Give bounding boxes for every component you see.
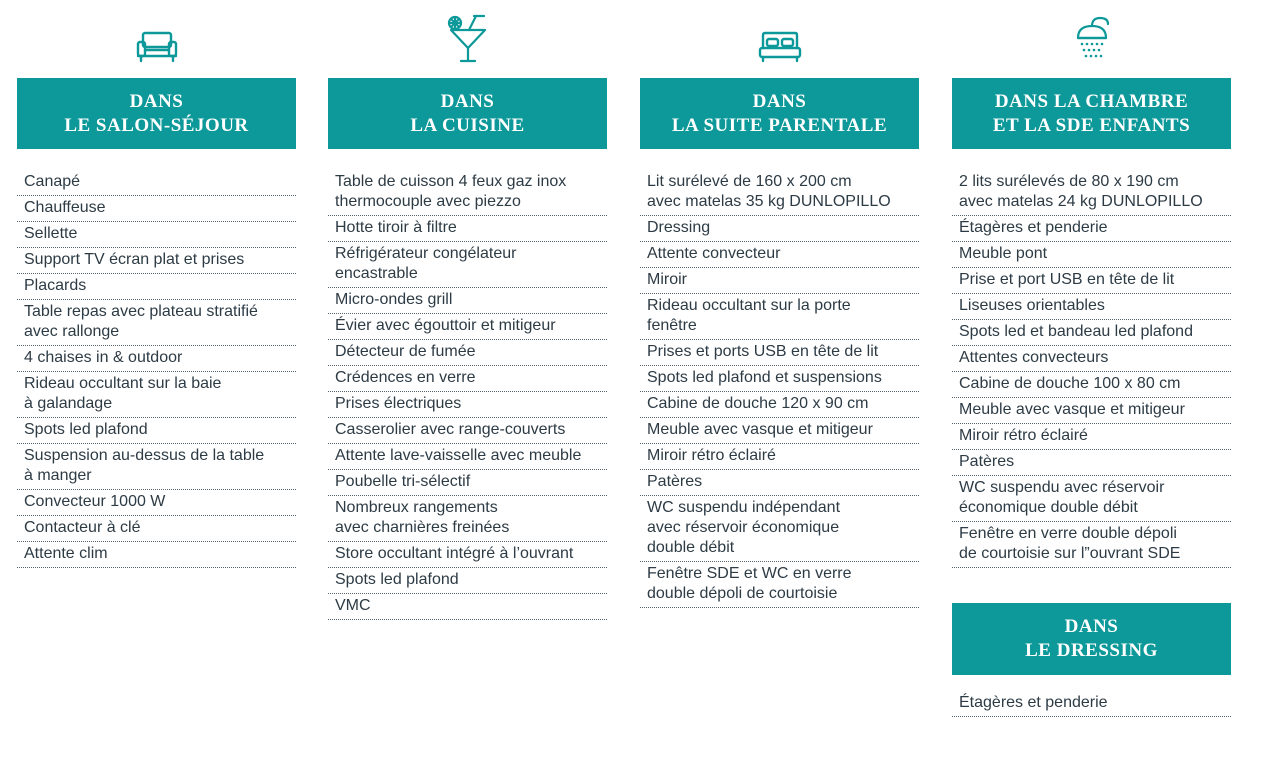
section-header [952, 78, 1231, 149]
list-item: Miroir [640, 268, 919, 294]
section-chambre-enfants [952, 0, 1231, 717]
list-item: Spots led plafond et suspensions [640, 366, 919, 392]
list-item: WC suspendu indépendant avec réservoir économique double débit [640, 496, 919, 562]
section-title-line2: ET LA SDE ENFANTS [992, 114, 1191, 136]
section-cuisine [328, 0, 607, 620]
list-item: Meuble pont [952, 242, 1231, 268]
section-title-line2: LA CUISINE [410, 114, 525, 136]
list-item: Attentes convecteurs [952, 346, 1231, 372]
list-item: Attente lave-vaisselle avec meuble [328, 444, 607, 470]
list-item: Store occultant intégré à l’ouvrant [328, 542, 607, 568]
list-item: Étagères et penderie [952, 691, 1231, 717]
item-list [952, 170, 1231, 568]
section-title-line1: DANS [129, 90, 184, 112]
list-item: Placards [17, 274, 296, 300]
item-list [952, 691, 1231, 717]
list-item: Cabine de douche 100 x 80 cm [952, 372, 1231, 398]
list-item: Spots led plafond [17, 418, 296, 444]
list-item: Attente clim [17, 542, 296, 568]
section-header [640, 78, 919, 149]
list-item: Cabine de douche 120 x 90 cm [640, 392, 919, 418]
list-item: 2 lits surélevés de 80 x 190 cm avec matelas 24 kg DUNLOPILLO [952, 170, 1231, 216]
bed-icon [758, 30, 802, 64]
list-item: Fenêtre en verre double dépoli de courtoisie sur l”ouvrant SDE [952, 522, 1231, 568]
section-suite-parentale [640, 0, 919, 608]
list-item: Miroir rétro éclairé [640, 444, 919, 470]
list-item: Attente convecteur [640, 242, 919, 268]
armchair-icon [136, 30, 178, 64]
section-title-line2: LA SUITE PARENTALE [671, 114, 888, 136]
section-title-line1: DANS [440, 90, 495, 112]
cocktail-icon-wrap [328, 0, 607, 78]
list-item: Support TV écran plat et prises [17, 248, 296, 274]
list-item: Spots led plafond [328, 568, 607, 594]
list-item: WC suspendu avec réservoir économique double débit [952, 476, 1231, 522]
list-item: VMC [328, 594, 607, 620]
list-item: 4 chaises in & outdoor [17, 346, 296, 372]
bed-icon-wrap [640, 0, 919, 78]
cocktail-icon [446, 14, 490, 64]
list-item: Prises électriques [328, 392, 607, 418]
list-item: Prises et ports USB en tête de lit [640, 340, 919, 366]
list-item: Prise et port USB en tête de lit [952, 268, 1231, 294]
section-header [328, 78, 607, 149]
list-item: Poubelle tri-sélectif [328, 470, 607, 496]
section-header [952, 603, 1231, 675]
list-item: Hotte tiroir à filtre [328, 216, 607, 242]
armchair-icon-wrap [17, 0, 296, 78]
section-salon-sejour [17, 0, 296, 568]
list-item: Lit surélevé de 160 x 200 cm avec matelas 35 kg DUNLOPILLO [640, 170, 919, 216]
list-item: Chauffeuse [17, 196, 296, 222]
list-item: Crédences en verre [328, 366, 607, 392]
list-item: Réfrigérateur congélateur encastrable [328, 242, 607, 288]
list-item: Fenêtre SDE et WC en verre double dépoli de courtoisie [640, 562, 919, 608]
list-item: Rideau occultant sur la porte fenêtre [640, 294, 919, 340]
list-item: Spots led et bandeau led plafond [952, 320, 1231, 346]
item-list [640, 170, 919, 608]
list-item: Détecteur de fumée [328, 340, 607, 366]
shower-icon [1073, 16, 1111, 64]
list-item: Casserolier avec range-couverts [328, 418, 607, 444]
section-dressing [952, 603, 1231, 717]
section-title-line2: LE SALON-SÉJOUR [64, 114, 249, 136]
list-item: Table de cuisson 4 feux gaz inox thermocouple avec piezzo [328, 170, 607, 216]
list-item: Table repas avec plateau stratifié avec rallonge [17, 300, 296, 346]
item-list [17, 170, 296, 568]
list-item: Suspension au-dessus de la table à manger [17, 444, 296, 490]
section-title-line1: DANS LA CHAMBRE [994, 90, 1189, 112]
list-item: Rideau occultant sur la baie à galandage [17, 372, 296, 418]
list-item: Convecteur 1000 W [17, 490, 296, 516]
list-item: Liseuses orientables [952, 294, 1231, 320]
list-item: Canapé [17, 170, 296, 196]
list-item: Meuble avec vasque et mitigeur [952, 398, 1231, 424]
list-item: Patères [640, 470, 919, 496]
section-title-line1: DANS [1064, 616, 1119, 637]
list-item: Dressing [640, 216, 919, 242]
list-item: Miroir rétro éclairé [952, 424, 1231, 450]
list-item: Étagères et penderie [952, 216, 1231, 242]
list-item: Micro-ondes grill [328, 288, 607, 314]
list-item: Contacteur à clé [17, 516, 296, 542]
list-item: Patères [952, 450, 1231, 476]
section-title-line2: LE DRESSING [1025, 640, 1158, 661]
item-list [328, 170, 607, 620]
list-item: Sellette [17, 222, 296, 248]
section-title-line1: DANS [752, 90, 807, 112]
list-item: Meuble avec vasque et mitigeur [640, 418, 919, 444]
section-header [17, 78, 296, 149]
shower-icon-wrap [952, 0, 1231, 78]
list-item: Nombreux rangements avec charnières freinées [328, 496, 607, 542]
list-item: Évier avec égouttoir et mitigeur [328, 314, 607, 340]
